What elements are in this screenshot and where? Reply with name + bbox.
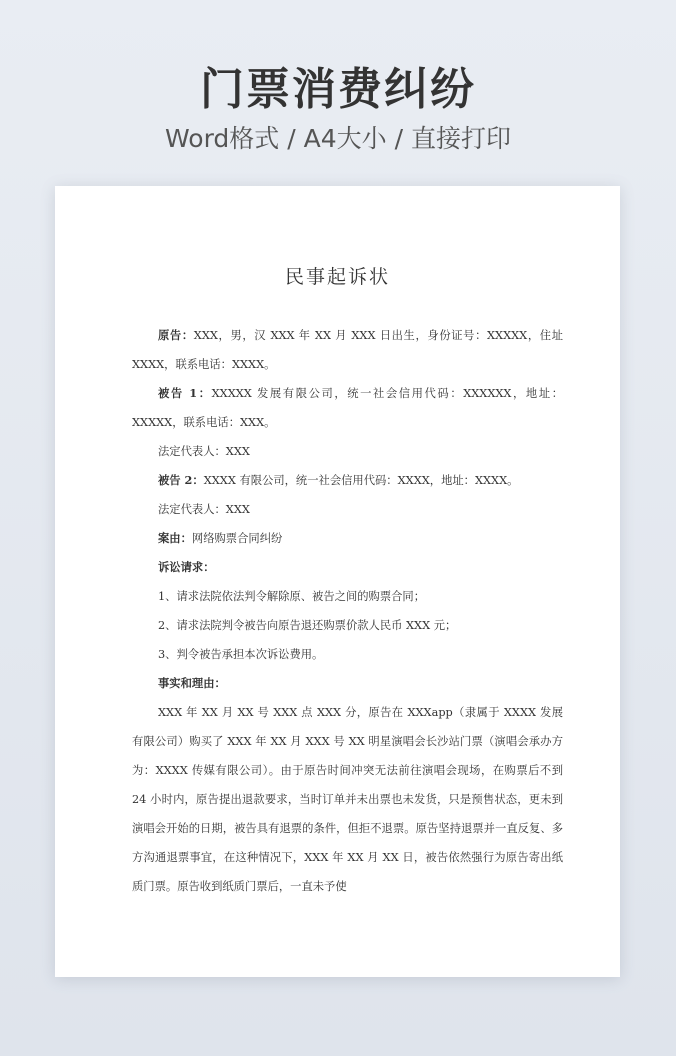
claim-item: 1、请求法院依法判令解除原、被告之间的购票合同； [158, 590, 426, 603]
defendant2-text: XXXX 有限公司，统一社会信用代码：XXXX，地址：XXXX。 [203, 474, 519, 487]
defendant1-text: XXXXX 发展有限公司，统一社会信用代码：XXXXXX，地址：XXXXX，联系电话：XXX。 [132, 387, 564, 429]
defendant2-label: 被告 2： [158, 473, 204, 487]
cause-text: 网络购票合同纠纷 [191, 532, 283, 545]
plaintiff-text: XXX，男，汉 XXX 年 XX 月 XXX 日出生，身份证号：XXXXX，住址 XXXX，联系电话：XXXX。 [132, 329, 563, 371]
cause-paragraph [132, 524, 563, 553]
plaintiff-paragraph [132, 321, 563, 379]
plaintiff-label: 原告： [158, 328, 194, 342]
document-page [55, 186, 620, 977]
claim-item: 3、判令被告承担本次诉讼费用。 [158, 648, 324, 661]
main-title: 门票消费纠纷 [200, 64, 476, 115]
cause-label: 案由： [158, 531, 192, 545]
defendant2-paragraph [132, 466, 563, 495]
defendant2-representative: 法定代表人：XXX [158, 503, 250, 516]
document-title: 民事起诉状 [284, 266, 390, 288]
defendant1-paragraph [132, 379, 563, 437]
sub-title: Word格式 / A4大小 / 直接打印 [165, 124, 511, 153]
defendant1-label: 被告 1： [158, 386, 212, 400]
page-header [0, 62, 676, 156]
facts-paragraph: XXX 年 XX 月 XX 号 XXX 点 XXX 分，原告在 XXXapp（隶属于 XXXX 发展有限公司）购买了 XXX 年 XX 月 XXX 号 XX 明星演唱会长沙站门票（演唱会承办方为：XXXX 传媒有限公司）。由于原告时间冲突无法前往演唱会现场，在购票后不到 24 小时内，原告提出退款要求，当时订单并未出票也未发货，只是预售状态，更未到演唱会开始的日期，被告具有退票的条件，但拒不退票。原告坚持退票并一直反复、多方沟通退票事宜，在这种情况下，XXX 年 XX 月 XX 日，被告依然强行为原告寄出纸质门票。原告收到纸质门票后，一直未予使 [132, 706, 563, 893]
defendant1-representative: 法定代表人：XXX [158, 445, 250, 458]
facts-heading: 事实和理由： [158, 676, 226, 690]
claims-heading: 诉讼请求： [158, 560, 215, 574]
document-body [132, 321, 563, 901]
claim-item: 2、请求法院判令被告向原告退还购票价款人民币 XXX 元； [158, 619, 457, 632]
